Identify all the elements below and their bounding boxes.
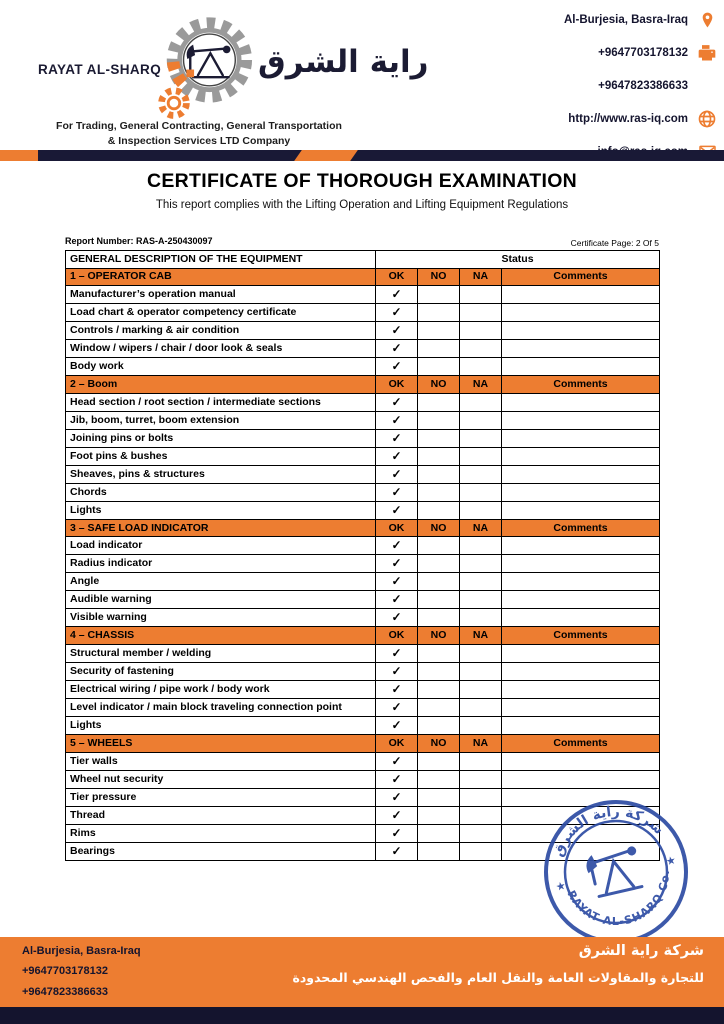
- item-row: [66, 752, 660, 770]
- item-row: [66, 537, 660, 555]
- status-cell-na: [460, 573, 502, 591]
- oil-pump-jack-icon: [590, 850, 642, 897]
- status-cell-na: [460, 537, 502, 555]
- status-cell-ok: ✓: [376, 788, 418, 806]
- section-title: 2 – Boom: [66, 376, 376, 394]
- column-header-no: NO: [418, 268, 460, 286]
- section-title: 4 – CHASSIS: [66, 627, 376, 645]
- comments-cell: [502, 573, 660, 591]
- certificate-page-number: Certificate Page: 2 Of 5: [570, 238, 659, 248]
- comments-cell: [502, 465, 660, 483]
- status-cell-no: [418, 286, 460, 304]
- status-cell-na: [460, 286, 502, 304]
- status-cell-na: [460, 483, 502, 501]
- status-cell-no: [418, 806, 460, 824]
- footer-contact-line: +9647823386633: [22, 985, 108, 998]
- comments-cell: [502, 698, 660, 716]
- status-cell-no: [418, 429, 460, 447]
- item-label: Audible warning: [66, 591, 376, 609]
- item-label: Tier walls: [66, 752, 376, 770]
- footer-description-arabic: للتجارة والمقاولات العامة والنقل العام والفحص الهندسي المحدودة: [292, 970, 704, 985]
- item-label: Wheel nut security: [66, 770, 376, 788]
- comments-cell: [502, 411, 660, 429]
- company-tagline: [8, 119, 390, 149]
- item-label: Electrical wiring / pipe work / body work: [66, 680, 376, 698]
- status-cell-na: [460, 340, 502, 358]
- status-cell-no: [418, 716, 460, 734]
- section-title: 5 – WHEELS: [66, 734, 376, 752]
- status-cell-na: [460, 304, 502, 322]
- stamp-bottom-text: RAYAT AL-SHARQ Co.: [564, 869, 673, 929]
- item-row: [66, 698, 660, 716]
- company-stamp: [526, 782, 706, 962]
- status-cell-na: [460, 644, 502, 662]
- status-cell-na: [460, 662, 502, 680]
- status-cell-na: [460, 447, 502, 465]
- status-cell-na: [460, 788, 502, 806]
- page-subtitle: This report complies with the Lifting Operation and Lifting Equipment Regulations: [155, 199, 569, 211]
- status-cell-ok: ✓: [376, 429, 418, 447]
- status-cell-no: [418, 555, 460, 573]
- status-cell-ok: ✓: [376, 752, 418, 770]
- status-cell-no: [418, 483, 460, 501]
- column-header-ok: OK: [376, 519, 418, 537]
- tagline-line1: For Trading, General Contracting, General Transportation: [56, 120, 342, 132]
- column-header-no: NO: [418, 627, 460, 645]
- item-label: Manufacturer’s operation manual: [66, 286, 376, 304]
- footer-contact-lines: [22, 941, 141, 1002]
- section-header-row: [66, 519, 660, 537]
- status-cell-no: [418, 573, 460, 591]
- status-cell-na: [460, 411, 502, 429]
- column-header-comments: Comments: [502, 734, 660, 752]
- divider-accent-left: [0, 150, 38, 161]
- status-cell-na: [460, 716, 502, 734]
- comments-cell: [502, 358, 660, 376]
- status-cell-no: [418, 644, 460, 662]
- item-label: Security of fastening: [66, 662, 376, 680]
- status-cell-na: [460, 770, 502, 788]
- section-title: 1 – OPERATOR CAB: [66, 268, 376, 286]
- status-header: Status: [376, 251, 660, 269]
- comments-cell: [502, 393, 660, 411]
- status-cell-no: [418, 770, 460, 788]
- table-header-row: [66, 251, 660, 269]
- item-row: [66, 680, 660, 698]
- section-title: 3 – SAFE LOAD INDICATOR: [66, 519, 376, 537]
- status-cell-no: [418, 788, 460, 806]
- item-row: [66, 465, 660, 483]
- comments-cell: [502, 609, 660, 627]
- item-row: [66, 644, 660, 662]
- status-cell-no: [418, 537, 460, 555]
- item-label: Level indicator / main block traveling connection point: [66, 698, 376, 716]
- status-cell-ok: ✓: [376, 411, 418, 429]
- status-cell-ok: ✓: [376, 806, 418, 824]
- item-label: Structural member / welding: [66, 644, 376, 662]
- item-row: [66, 429, 660, 447]
- status-cell-no: [418, 752, 460, 770]
- item-label: Visible warning: [66, 609, 376, 627]
- status-cell-no: [418, 824, 460, 842]
- status-cell-ok: ✓: [376, 698, 418, 716]
- item-label: Angle: [66, 573, 376, 591]
- status-cell-ok: ✓: [376, 662, 418, 680]
- contact-row: [568, 107, 718, 131]
- contact-row: [564, 8, 718, 32]
- status-cell-ok: ✓: [376, 824, 418, 842]
- status-cell-no: [418, 358, 460, 376]
- status-cell-ok: ✓: [376, 591, 418, 609]
- comments-cell: [502, 340, 660, 358]
- item-label: Tier pressure: [66, 788, 376, 806]
- footer-bottom-bar: [0, 1007, 724, 1024]
- status-cell-ok: ✓: [376, 573, 418, 591]
- status-cell-ok: ✓: [376, 644, 418, 662]
- section-header-row: [66, 376, 660, 394]
- stamp-star-right: ★: [664, 853, 678, 869]
- svg-text:RAYAT AL-SHARQ Co.: [564, 866, 683, 939]
- item-label: Lights: [66, 716, 376, 734]
- comments-cell: [502, 429, 660, 447]
- column-header-na: NA: [460, 268, 502, 286]
- item-label: Chords: [66, 483, 376, 501]
- contact-text: Al-Burjesia, Basra-Iraq: [564, 14, 688, 26]
- status-cell-ok: ✓: [376, 770, 418, 788]
- globe-icon: [696, 108, 718, 130]
- item-row: [66, 322, 660, 340]
- contact-text: +9647823386633: [598, 80, 688, 92]
- column-header-na: NA: [460, 376, 502, 394]
- comments-cell: [502, 662, 660, 680]
- section-header-row: [66, 268, 660, 286]
- item-row: [66, 770, 660, 788]
- inspection-table: [65, 250, 660, 861]
- contact-row: [598, 74, 718, 98]
- comments-cell: [502, 680, 660, 698]
- comments-cell: [502, 770, 660, 788]
- status-cell-no: [418, 609, 460, 627]
- status-cell-no: [418, 340, 460, 358]
- comments-cell: [502, 716, 660, 734]
- status-cell-no: [418, 322, 460, 340]
- footer-contact-line: +9647703178132: [22, 965, 108, 978]
- footer-company-arabic: شركة راية الشرق: [578, 943, 704, 959]
- comments-cell: [502, 644, 660, 662]
- status-cell-na: [460, 393, 502, 411]
- stamp-top-text: شركة راية الشرق: [550, 803, 667, 859]
- item-row: [66, 411, 660, 429]
- status-cell-na: [460, 591, 502, 609]
- item-row: [66, 447, 660, 465]
- status-cell-no: [418, 465, 460, 483]
- comments-cell: [502, 591, 660, 609]
- item-label: Lights: [66, 501, 376, 519]
- contact-row: [598, 41, 718, 65]
- comments-cell: [502, 501, 660, 519]
- item-row: [66, 358, 660, 376]
- contact-text: http://www.ras-iq.com: [568, 113, 688, 125]
- status-cell-ok: ✓: [376, 393, 418, 411]
- comments-cell: [502, 286, 660, 304]
- column-header-no: NO: [418, 376, 460, 394]
- status-cell-ok: ✓: [376, 304, 418, 322]
- item-row: [66, 501, 660, 519]
- status-cell-ok: ✓: [376, 680, 418, 698]
- status-cell-na: [460, 322, 502, 340]
- status-cell-na: [460, 698, 502, 716]
- item-label: Radius indicator: [66, 555, 376, 573]
- comments-cell: [502, 322, 660, 340]
- item-row: [66, 483, 660, 501]
- item-label: Bearings: [66, 842, 376, 860]
- item-row: [66, 662, 660, 680]
- section-header-row: [66, 734, 660, 752]
- status-cell-ok: ✓: [376, 609, 418, 627]
- location-pin-icon: [696, 9, 718, 31]
- status-cell-na: [460, 358, 502, 376]
- contact-text: +9647703178132: [598, 47, 688, 59]
- report-number: Report Number: RAS-A-250430097: [65, 236, 213, 246]
- header-divider-bar: [0, 150, 724, 161]
- column-header-na: NA: [460, 519, 502, 537]
- comments-cell: [502, 304, 660, 322]
- item-row: [66, 609, 660, 627]
- comments-cell: [502, 537, 660, 555]
- section-header-row: [66, 627, 660, 645]
- item-label: Foot pins & bushes: [66, 447, 376, 465]
- column-header-ok: OK: [376, 627, 418, 645]
- column-header-comments: Comments: [502, 268, 660, 286]
- comments-cell: [502, 447, 660, 465]
- column-header-ok: OK: [376, 376, 418, 394]
- item-label: Jib, boom, turret, boom extension: [66, 411, 376, 429]
- item-row: [66, 286, 660, 304]
- comments-cell: [502, 752, 660, 770]
- item-label: Load chart & operator competency certificate: [66, 304, 376, 322]
- item-row: [66, 393, 660, 411]
- status-cell-ok: ✓: [376, 447, 418, 465]
- status-cell-no: [418, 393, 460, 411]
- item-row: [66, 716, 660, 734]
- item-label: Joining pins or bolts: [66, 429, 376, 447]
- column-header-comments: Comments: [502, 627, 660, 645]
- column-header-ok: OK: [376, 268, 418, 286]
- item-row: [66, 573, 660, 591]
- status-cell-ok: ✓: [376, 716, 418, 734]
- status-cell-ok: ✓: [376, 555, 418, 573]
- divider-accent-skew: [294, 150, 358, 161]
- item-label: Load indicator: [66, 537, 376, 555]
- status-cell-na: [460, 842, 502, 860]
- page-title: CERTIFICATE OF THOROUGH EXAMINATION: [146, 170, 578, 192]
- column-header-no: NO: [418, 734, 460, 752]
- status-cell-no: [418, 304, 460, 322]
- status-cell-ok: ✓: [376, 483, 418, 501]
- icon-spacer: [696, 75, 718, 97]
- item-label: Sheaves, pins & structures: [66, 465, 376, 483]
- status-cell-ok: ✓: [376, 358, 418, 376]
- item-label: Rims: [66, 824, 376, 842]
- fax-icon: [696, 42, 718, 64]
- column-header-na: NA: [460, 627, 502, 645]
- item-row: [66, 555, 660, 573]
- column-header-comments: Comments: [502, 376, 660, 394]
- item-label: Window / wipers / chair / door look & seals: [66, 340, 376, 358]
- status-cell-ok: ✓: [376, 465, 418, 483]
- description-header: GENERAL DESCRIPTION OF THE EQUIPMENT: [66, 251, 376, 269]
- footer-contact-line: Al-Burjesia, Basra-Iraq: [22, 945, 141, 957]
- status-cell-no: [418, 591, 460, 609]
- column-header-comments: Comments: [502, 519, 660, 537]
- item-row: [66, 788, 660, 806]
- item-row: [66, 304, 660, 322]
- status-cell-ok: ✓: [376, 340, 418, 358]
- status-cell-na: [460, 824, 502, 842]
- status-cell-na: [460, 609, 502, 627]
- status-cell-ok: ✓: [376, 501, 418, 519]
- status-cell-na: [460, 752, 502, 770]
- inspection-table-body: [66, 251, 660, 861]
- status-cell-no: [418, 842, 460, 860]
- status-cell-na: [460, 465, 502, 483]
- item-row: [66, 340, 660, 358]
- status-cell-ok: ✓: [376, 322, 418, 340]
- stamp-star-left: ★: [554, 878, 568, 894]
- comments-cell: [502, 555, 660, 573]
- status-cell-no: [418, 411, 460, 429]
- status-cell-na: [460, 501, 502, 519]
- status-cell-ok: ✓: [376, 286, 418, 304]
- status-cell-no: [418, 501, 460, 519]
- column-header-ok: OK: [376, 734, 418, 752]
- item-label: Controls / marking & air condition: [66, 322, 376, 340]
- company-name-arabic: راية الشرق: [258, 44, 429, 80]
- tagline-line2: & Inspection Services LTD Company: [107, 135, 291, 148]
- status-cell-na: [460, 555, 502, 573]
- comments-cell: [502, 483, 660, 501]
- status-cell-na: [460, 806, 502, 824]
- company-name: RAYAT AL-SHARQ: [38, 62, 162, 77]
- status-cell-no: [418, 680, 460, 698]
- company-logo-gear-pump-icon: [150, 10, 265, 131]
- status-cell-no: [418, 447, 460, 465]
- column-header-no: NO: [418, 519, 460, 537]
- item-label: Head section / root section / intermediate sections: [66, 393, 376, 411]
- status-cell-no: [418, 662, 460, 680]
- item-label: Body work: [66, 358, 376, 376]
- status-cell-ok: ✓: [376, 842, 418, 860]
- item-row: [66, 591, 660, 609]
- status-cell-na: [460, 429, 502, 447]
- status-cell-ok: ✓: [376, 537, 418, 555]
- status-cell-na: [460, 680, 502, 698]
- column-header-na: NA: [460, 734, 502, 752]
- item-label: Thread: [66, 806, 376, 824]
- contact-list: [564, 8, 718, 164]
- status-cell-no: [418, 698, 460, 716]
